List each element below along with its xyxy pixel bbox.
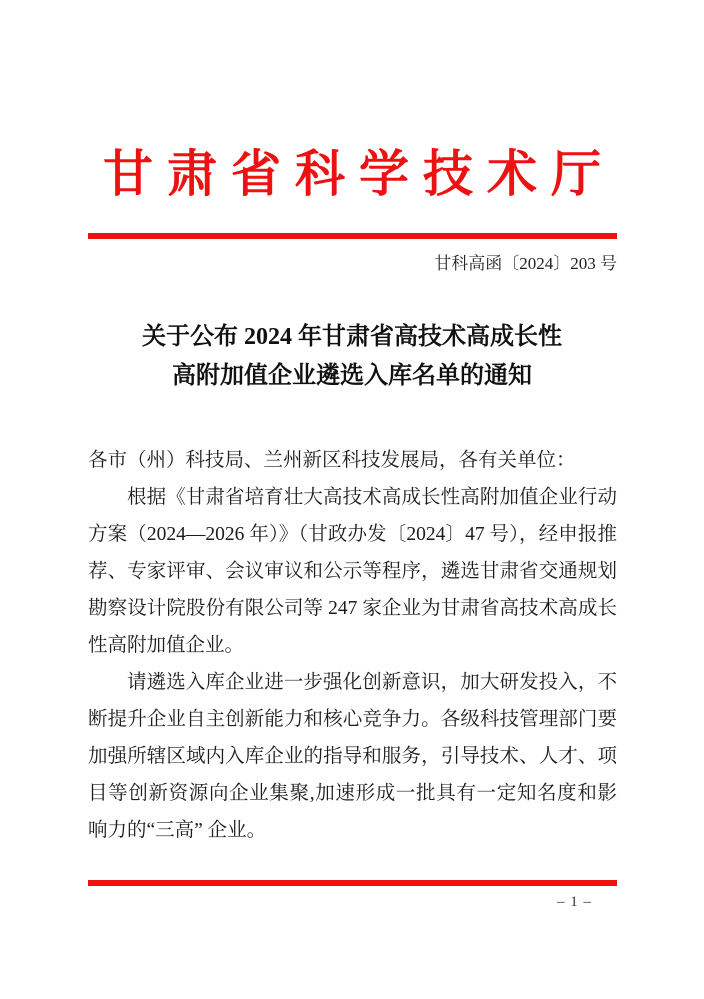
header-rule bbox=[88, 233, 617, 239]
footer-rule bbox=[88, 880, 617, 886]
agency-letterhead-title: 甘肃省科学技术厅 bbox=[103, 146, 615, 202]
notice-title-line-1: 关于公布 2024 年甘肃省高技术高成长性 bbox=[142, 324, 562, 350]
body-paragraph-1: 根据《甘肃省培育壮大高技术高成长性高附加值企业行动方案（2024—2026 年）》（甘政办发〔2024〕47 号），经申报推荐、专家评审、会议审议和公示等程序，遴选甘肃省交通规划勘察设计院股份有限公司等 247 家企业为甘肃省高技术高成长性高附加值企业。 bbox=[88, 487, 617, 656]
notice-title-line-2: 高附加值企业遴选入库名单的通知 bbox=[172, 363, 532, 389]
page-number: – 1 – bbox=[557, 894, 592, 910]
document-body bbox=[88, 442, 617, 849]
body-paragraph-2: 请遴选入库企业进一步强化创新意识，加大研发投入，不断提升企业自主创新能力和核心竞争力。各级科技管理部门要加强所辖区域内入库企业的指导和服务，引导技术、人才、项目等创新资源向企业集聚,加速形成一批具有一定知名度和影响力的“三高” 企业。 bbox=[88, 672, 617, 841]
salutation-line: 各市（州）科技局、兰州新区科技发展局，各有关单位： bbox=[88, 450, 576, 471]
notice-title bbox=[0, 318, 704, 396]
document-number: 甘科高函〔2024〕203 号 bbox=[434, 254, 617, 273]
